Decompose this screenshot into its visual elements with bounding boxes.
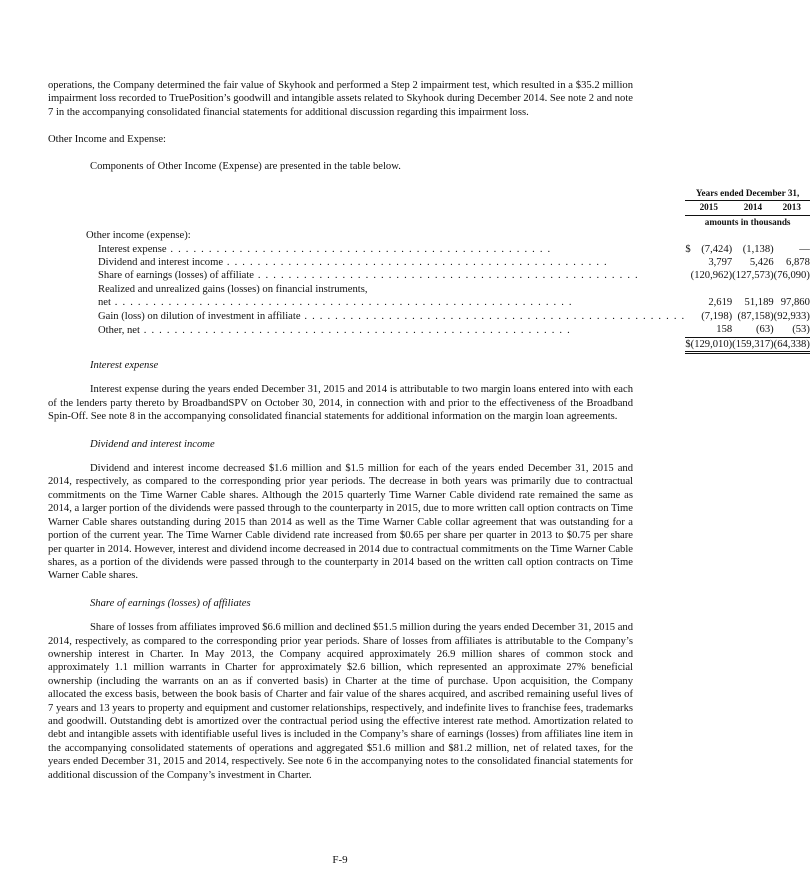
cell-2014: (1,138) bbox=[742, 243, 774, 255]
cell-2015: (7,424) bbox=[701, 243, 733, 255]
section-heading-dividend-income: Dividend and interest income bbox=[90, 438, 215, 450]
row-label-line1: Realized and unrealized gains (losses) on financial instruments, bbox=[98, 283, 368, 295]
intro-paragraph: operations, the Company determined the fair value of Skyhook and performed a Step 2 impairment test, which resulted in a $35.2 million impairment loss recorded to TruePosition’s goodwill and intangible assets related to Skyhook during December 2014. See note 2 and note 7 in the accompanying consolidated financial statements for additional discussion regarding this impairment loss. bbox=[48, 80, 633, 118]
section-heading-interest-expense: Interest expense bbox=[90, 360, 159, 372]
table-intro: Components of Other Income (Expense) are presented in the table below. bbox=[90, 160, 401, 172]
table-row: Interest expense . . . . . . . . . . . . . . . . . . . . . . . . . . . . . . . . . . . . . . . . . . . . . . . . . . $ (7,424) (1,138) — bbox=[98, 243, 810, 255]
year-2015-header: 2015 bbox=[685, 201, 732, 215]
row-label: Gain (loss) on dilution of investment in affiliate bbox=[98, 310, 301, 322]
cell-2013: 97,860 bbox=[780, 297, 810, 309]
page-number: F-9 bbox=[332, 854, 348, 866]
table-row: Other, net . . . . . . . . . . . . . . . . . . . . . . . . . . . . . . . . . . . . . . . . . . . . . . . . . . . . . . . . 158 (63) (53) bbox=[98, 324, 810, 336]
cell-2014: 51,189 bbox=[744, 297, 774, 309]
section-title: Other Income and Expense: bbox=[48, 134, 166, 146]
cell-2015: (7,198) bbox=[701, 310, 733, 322]
cell-2013: (53) bbox=[774, 323, 810, 337]
table-row: Share of earnings (losses) of affiliate . . . . . . . . . . . . . . . . . . . . . . . . . . . . . . . . . . . . . . . . . . . . . . . . . . (120,962) (127,573) (76,090) bbox=[98, 270, 810, 282]
group-label: Other income (expense): bbox=[86, 230, 191, 242]
section-heading-share-of-earnings: Share of earnings (losses) of affiliates bbox=[90, 597, 251, 609]
other-income-table bbox=[86, 187, 810, 354]
table-total-row bbox=[86, 337, 810, 352]
row-label: Other, net bbox=[98, 324, 140, 336]
cell-2014: 5,426 bbox=[749, 257, 774, 269]
total-2013: (64,338) bbox=[774, 337, 810, 352]
cell-2015: 3,797 bbox=[708, 257, 733, 269]
cell-2015: 2,619 bbox=[708, 297, 733, 309]
section-text-share-of-earnings: Share of losses from affiliates improved $6.6 million and declined $51.5 million during the years ended December 31, 2015 and 2014, respectively, as compared to the corresponding prior year periods. Share of losses from affiliates is attributable to the Company’s ownership interest in Charter. In May 2013, the Company acquired approximately 26.9 million shares of common stock and approximately 1.1 million warrants in Charter for approximately $2.6 billion, which represented an approximate 27% beneficial ownership (including the warrants on an as if converted basis) in Charter at the time of purchase. Upon acquisition, the Company allocated the excess basis, between the book basis of Charter and fair value of the shares acquired, and ascribed remaining useful lives of 7 years and 13 years to property and equipment and customer relationships, respectively, and indefinite lives to franchise fees, trademarks and goodwill. Outstanding debt is amortized over the contractual period using the effective interest rate method. Amortization related to debt and intangible assets with identifiable useful lives is included in the Company’s share of earnings (losses) from affiliates line item in the accompanying consolidated statements of operations and aggregated $51.6 million and $81.2 million, net of related taxes, for the years ended December 31, 2015 and 2014, respectively. See note 6 in the accompanying notes to the consolidated financial statements for additional discussion of the Company’s investment in Charter. bbox=[48, 622, 633, 781]
row-label: Dividend and interest income bbox=[98, 257, 224, 269]
cell-2015: 158 bbox=[691, 323, 733, 337]
years-header: Years ended December 31, bbox=[685, 187, 810, 201]
currency-symbol: $ bbox=[685, 337, 690, 352]
cell-2013: — bbox=[799, 243, 810, 255]
total-2014: (159,317) bbox=[732, 337, 774, 352]
section-text-interest-expense: Interest expense during the years ended December 31, 2015 and 2014 is attributable to two margin loans entered into with each of the lenders party thereto by BroadbandSPV on October 30, 2014, in connection with and prior to the effectiveness of the Broadband Spin-Off. See note 8 in the accompanying consolidated financial statements for additional information on the margin loan agreements. bbox=[48, 384, 633, 423]
row-label: Share of earnings (losses) of affiliate bbox=[98, 270, 255, 282]
total-2015: (129,010) bbox=[691, 337, 733, 352]
row-label: Interest expense bbox=[98, 243, 167, 255]
year-2014-header: 2014 bbox=[732, 201, 774, 215]
cell-2014: (127,573) bbox=[732, 270, 774, 282]
cell-2013: (92,933) bbox=[773, 310, 810, 322]
cell-2015: (120,962) bbox=[690, 270, 733, 282]
table-row bbox=[86, 283, 810, 296]
document-page bbox=[48, 79, 810, 782]
units-header: amounts in thousands bbox=[704, 216, 791, 227]
section-text-dividend-income: Dividend and interest income decreased $1.6 million and $1.5 million for each of the years ended December 31, 2015 and 2014, respectively, as compared to the corresponding prior year periods. The decrease in both years was primarily due to contractual commitments on the Time Warner Cable shares. Although the 2015 quarterly Time Warner Cable dividend rate remained the same as 2014, a larger portion of the dividends were passed through to the counterparty in 2015, due to more written call option contracts on Time Warner Cable shares outstanding during 2015 than 2014 as well as the Time Warner Cable collar agreement that was outstanding for a portion of the current year. The Time Warner Cable dividend rate increased from $0.65 per share per quarter in 2013 to $0.75 per share per quarter in 2014. However, interest and dividend income decreased in 2014 due to contractual commitments on the Time Warner Cable shares, as a portion of the dividends were passed through to the counterparty in 2014 based on the written call option contracts on Time Warner Cable shares. bbox=[48, 463, 633, 582]
other-income-table-wrap bbox=[48, 187, 810, 359]
table-row: Gain (loss) on dilution of investment in affiliate . . . . . . . . . . . . . . . . . . . . . . . . . . . . . . . . . . . . . . . . . . . . . . . . . . (7,198) (87,158) (92,933) bbox=[98, 310, 810, 322]
cell-2013: 6,878 bbox=[786, 257, 810, 269]
cell-2014: (87,158) bbox=[737, 310, 774, 322]
cell-2014: (63) bbox=[732, 323, 774, 337]
table-row: Dividend and interest income . . . . . . . . . . . . . . . . . . . . . . . . . . . . . . . . . . . . . . . . . . . . . . . . . . 3,797 5,426 6,878 bbox=[98, 257, 810, 269]
year-2013-header: 2013 bbox=[774, 201, 810, 215]
cell-2013: (76,090) bbox=[773, 270, 810, 282]
row-label: net bbox=[98, 297, 111, 309]
currency-symbol: $ bbox=[685, 243, 691, 255]
table-row: net . . . . . . . . . . . . . . . . . . . . . . . . . . . . . . . . . . . . . . . . . . . . . . . . . . . . . . . . . . . . 2,619 51,189 97,860 bbox=[98, 297, 810, 309]
